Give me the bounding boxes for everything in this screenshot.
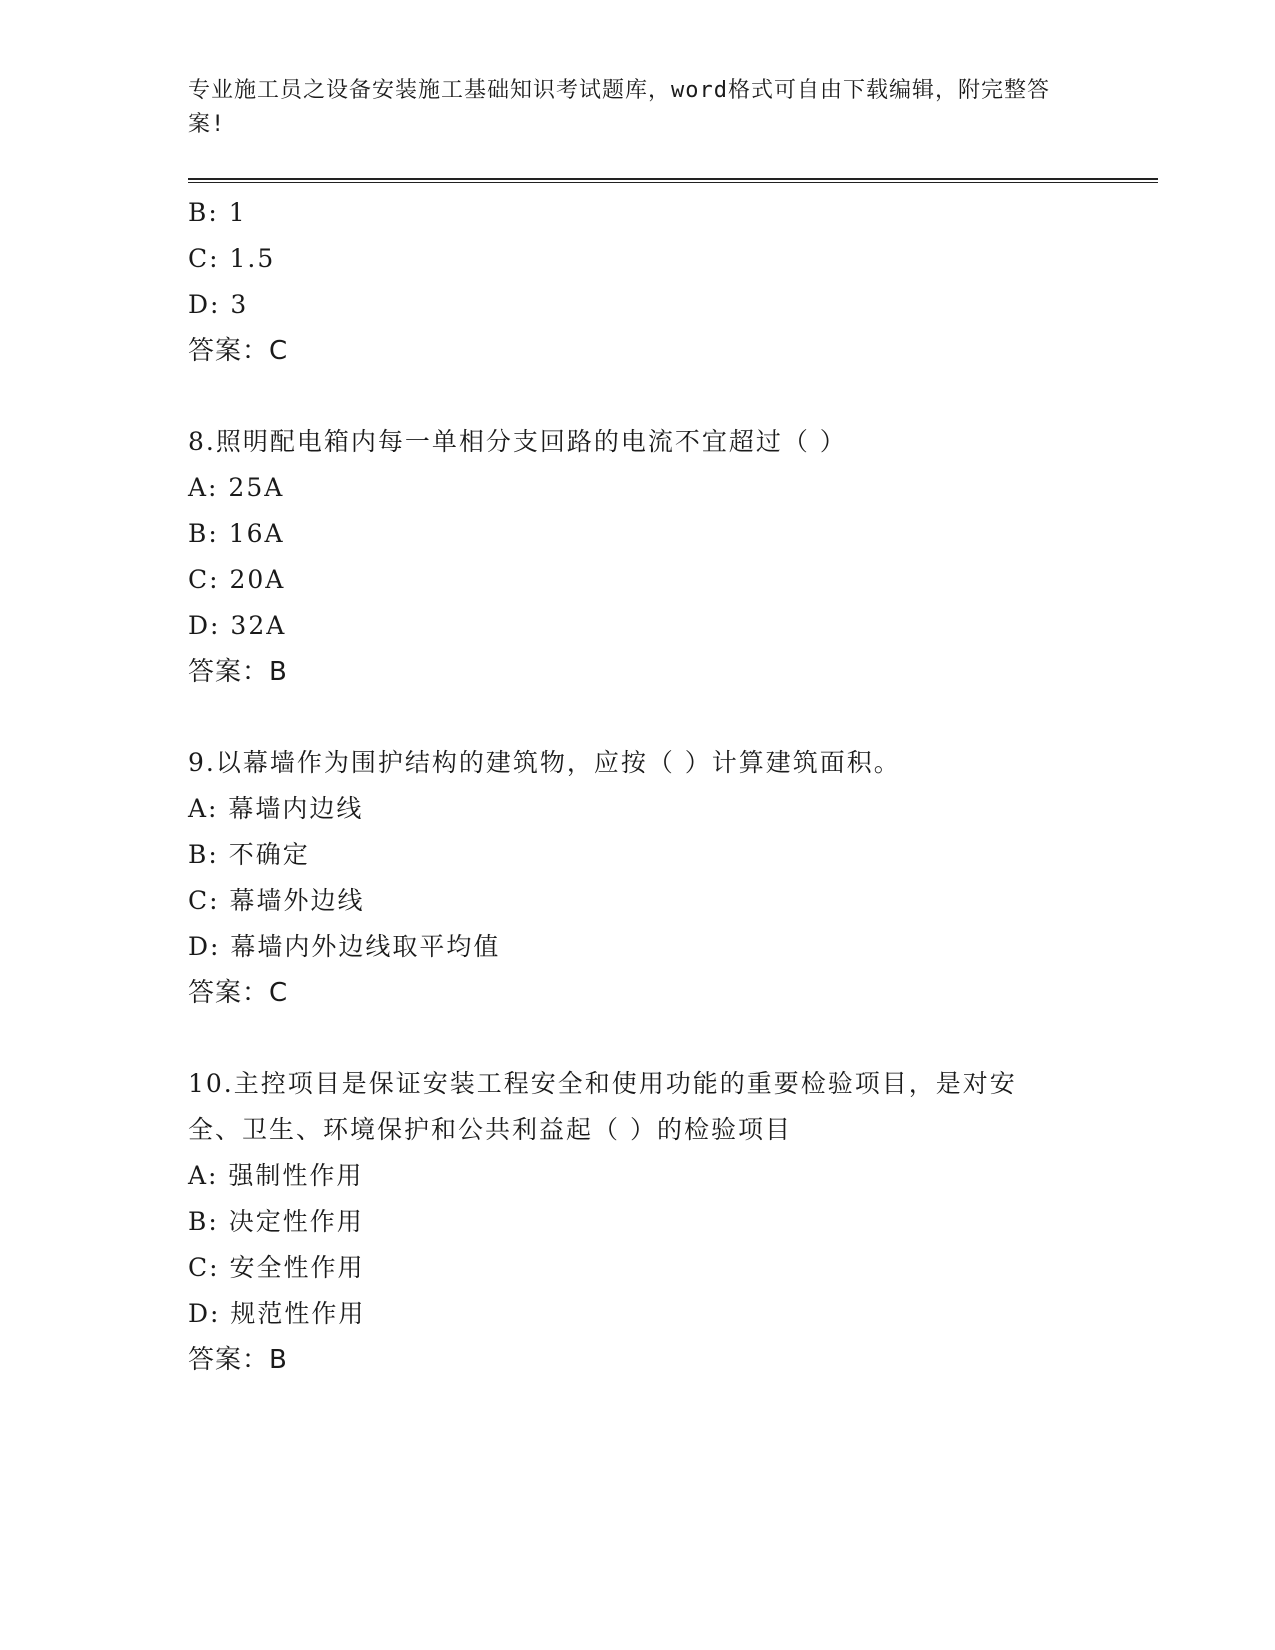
spacer	[188, 374, 1088, 419]
option-c: C: 1.5	[188, 244, 276, 273]
answer-line: 答案：B	[188, 1345, 288, 1375]
option-d: D: 32A	[188, 611, 287, 640]
option-c: C: 幕墙外边线	[188, 886, 365, 915]
option-b: B: 决定性作用	[188, 1207, 364, 1236]
option-a: A: 强制性作用	[188, 1161, 364, 1190]
option-b: B: 不确定	[188, 840, 310, 869]
option-d: D: 3	[188, 290, 249, 319]
option-d: D: 幕墙内外边线取平均值	[188, 932, 501, 961]
question-block-10	[188, 1061, 1088, 1383]
document-header: 专业施工员之设备安装施工基础知识考试题库，word格式可自由下载编辑，附完整答案!	[188, 78, 1050, 137]
question-text: 8.照明配电箱内每一单相分支回路的电流不宜超过（ ）	[188, 427, 847, 456]
answer-line: 答案：C	[188, 978, 289, 1008]
question-list	[188, 190, 1088, 1383]
option-c: C: 安全性作用	[188, 1253, 365, 1282]
option-b: B: 1	[188, 198, 247, 227]
spacer	[188, 1016, 1088, 1061]
header-divider	[188, 178, 1158, 183]
answer-line: 答案：B	[188, 657, 288, 687]
question-text: 9.以幕墙作为围护结构的建筑物，应按（ ）计算建筑面积。	[188, 748, 901, 777]
option-b: B: 16A	[188, 519, 285, 548]
spacer	[188, 695, 1088, 740]
answer-line: 答案：C	[188, 336, 289, 366]
option-a: A: 25A	[188, 473, 285, 502]
option-c: C: 20A	[188, 565, 286, 594]
question-text: 10.主控项目是保证安装工程安全和使用功能的重要检验项目，是对安全、卫生、环境保护和公共利益起（ ）的检验项目	[188, 1069, 1017, 1144]
question-block-8	[188, 419, 1088, 695]
question-block-9	[188, 740, 1088, 1016]
question-block-prev	[188, 190, 1088, 374]
option-d: D: 规范性作用	[188, 1299, 366, 1328]
option-a: A: 幕墙内边线	[188, 794, 364, 823]
